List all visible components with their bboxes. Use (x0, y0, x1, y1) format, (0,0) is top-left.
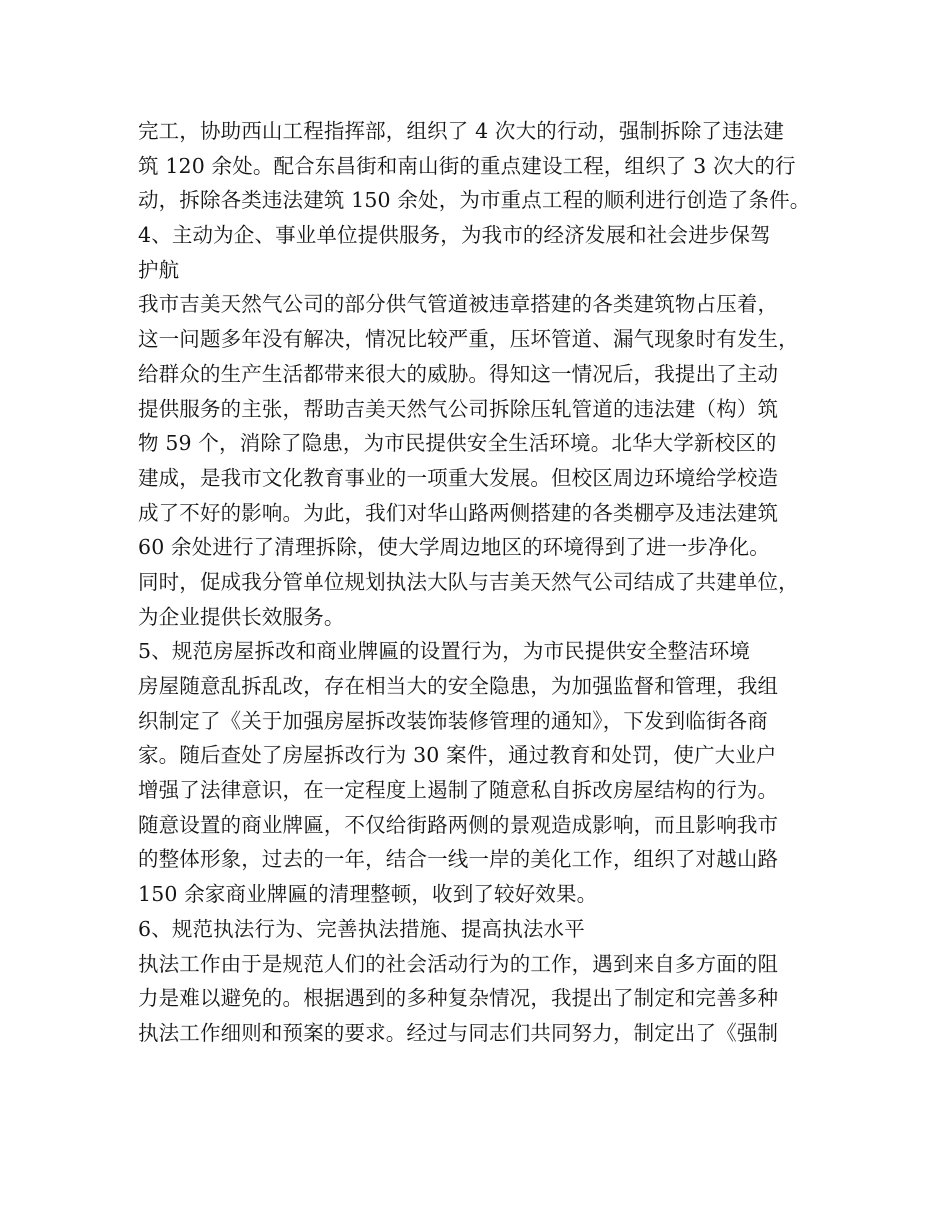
section-heading: 5、规范房屋拆改和商业牌匾的设置行为，为市民提供安全整洁环境 (138, 639, 751, 664)
text-line: 完工，协助西山工程指挥部，组织了 4 次大的行动，强制拆除了违法建 (138, 119, 785, 143)
text-line: 增强了法律意识，在一定程度上遏制了随意私自拆改房屋结构的行为。 (138, 778, 779, 803)
text-line: 织制定了《关于加强房屋拆改装饰装修管理的通知》，下发到临街各商 (138, 708, 768, 733)
text-line: 房屋随意乱拆乱改，存在相当大的安全隐患，为加强监督和管理，我组 (138, 674, 779, 698)
document-page (138, 114, 828, 1051)
text-line: 这一问题多年没有解决，情况比较严重，压坏管道、漏气现象时有发生， (138, 327, 799, 352)
text-line: 执法工作由于是规范人们的社会活动行为的工作，遇到来自多方面的阻 (138, 951, 779, 976)
text-line: 60 余处进行了清理拆除，使大学周边地区的环境得到了进一步净化。 (138, 535, 770, 560)
text-line: 的整体形象，过去的一年，结合一线一岸的美化工作，组织了对越山路 (138, 847, 779, 872)
text-line: 动，拆除各类违法建筑 150 余处，为市重点工程的顺利进行创造了条件。 (138, 188, 811, 213)
text-line: 物 59 个，消除了隐患，为市民提供安全生活环境。北华大学新校区的 (138, 431, 777, 456)
section-heading: 4、主动为企、事业单位提供服务，为我市的经济发展和社会进步保驾 (138, 223, 771, 248)
text-line: 家。随后查处了房屋拆改行为 30 案件，通过教育和处罚，使广大业户 (138, 743, 777, 768)
section-heading: 6、规范执法行为、完善执法措施、提高执法水平 (138, 916, 585, 941)
text-line: 建成，是我市文化教育事业的一项重大发展。但校区周边环境给学校造 (138, 465, 779, 490)
text-line: 执法工作细则和预案的要求。经过与同志们共同努力，制定出了《强制 (138, 1020, 779, 1045)
text-line: 给群众的生产生活都带来很大的威胁。得知这一情况后，我提出了主动 (138, 361, 779, 386)
text-line: 为企业提供长效服务。 (138, 604, 345, 629)
section-heading: 护航 (138, 257, 180, 282)
text-line: 150 余家商业牌匾的清理整顿，收到了较好效果。 (138, 882, 598, 907)
text-line: 同时，促成我分管单位规划执法大队与吉美天然气公司结成了共建单位， (138, 569, 799, 594)
text-line: 力是难以避免的。根据遇到的多种复杂情况，我提出了制定和完善多种 (138, 986, 779, 1011)
text-line: 随意设置的商业牌匾，不仅给街路两侧的景观造成影响，而且影响我市 (138, 812, 779, 837)
text-line: 我市吉美天然气公司的部分供气管道被违章搭建的各类建筑物占压着， (138, 292, 779, 317)
text-line: 成了不好的影响。为此，我们对华山路两侧搭建的各类棚亭及违法建筑 (138, 500, 779, 525)
text-line: 筑 120 余处。配合东昌街和南山街的重点建设工程，组织了 3 次大的行 (138, 153, 796, 178)
text-line: 提供服务的主张，帮助吉美天然气公司拆除压轧管道的违法建（构）筑 (138, 396, 779, 421)
